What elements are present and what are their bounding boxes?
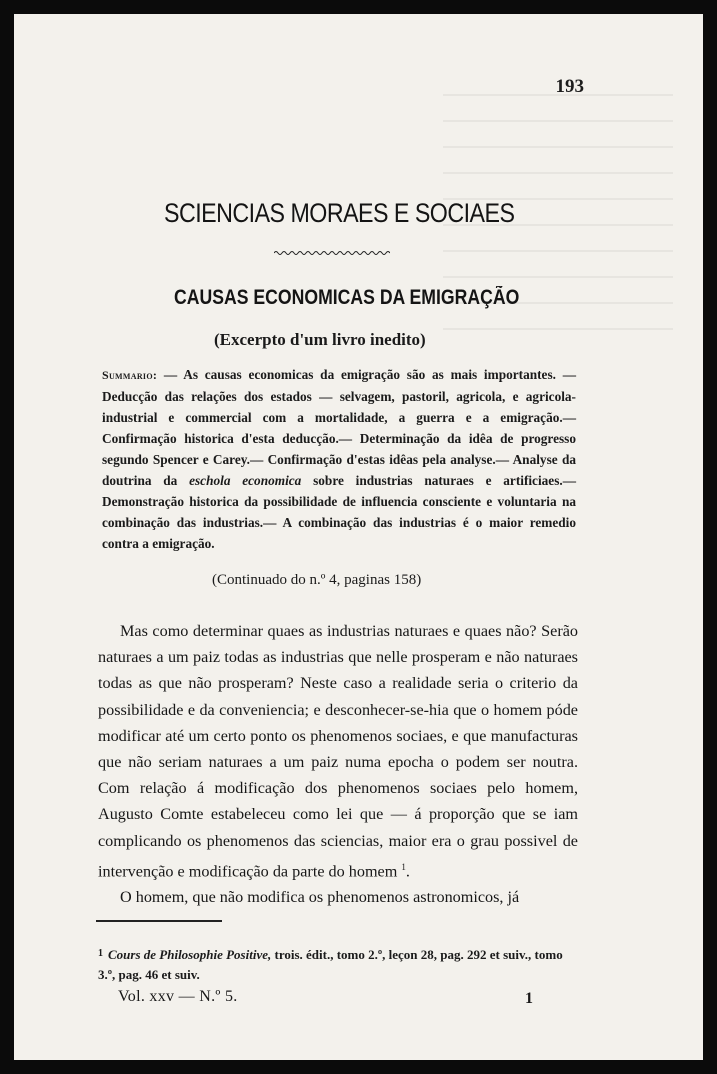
footnote-text: trois. édit., tomo 2.º, leçon 28, pag. 292 et suiv., tomo 3.º, pag. 46 et suiv. bbox=[98, 947, 563, 982]
continuation-note: (Continuado do n.º 4, paginas 158) bbox=[212, 572, 422, 588]
page-number: 193 bbox=[555, 76, 584, 97]
paragraph: O homem, que não modifica os phenomenos astronomicos, já bbox=[120, 888, 520, 907]
footnote-mark: 1 bbox=[98, 948, 103, 959]
body-text bbox=[98, 618, 578, 911]
article-subtitle: (Excerpto d'um livro inedito) bbox=[214, 330, 426, 349]
signature-mark: 1 bbox=[525, 990, 533, 1007]
summary-text: — As causas economicas da emigração são as mais importantes. — Deducção das relações dos estados — selvagem, pastoril, agricola, e agricola-industrial e commercial com a mortalidade, a guerra e a emigração.— Confirmação historica d'esta deducção.— Determinação da idêa de progresso segundo Spencer e Carey.— Confirmação d'estas idêas pela analyse.— Analyse da doutrina da bbox=[102, 367, 576, 488]
paragraph bbox=[98, 618, 578, 884]
article-title: CAUSAS ECONOMICAS DA EMIGRAÇÃO bbox=[174, 286, 520, 309]
summary-emphasis: eschola economica bbox=[189, 473, 302, 488]
book-page bbox=[14, 14, 703, 1060]
summary-label: Summario: bbox=[102, 368, 158, 382]
wavy-divider bbox=[274, 250, 390, 256]
footnote-title: Cours de Philosophie Positive, bbox=[108, 947, 272, 962]
paragraph-text: Mas como determinar quaes as industrias naturaes e quaes não? Serão naturaes a um paiz todas as industrias que nelle prosperam e não naturaes todas as que não prosperam? Neste caso a realidade seria o criterio da possibilidade e da conveniencia; e desconhecer-se-hia que o homem póde modificar até um certo ponto os phenomenos sociaes, e que manufacturas que não seriam naturaes a um paiz numa epocha o podem ser noutra. Com relação á modificação dos phenomenos sociaes pelo homem, Augusto Comte estabeleceu como lei que — á proporção que se iam complicando os phenomenos das sciencias, maior era o grau possivel de intervenção e modificação da parte do homem bbox=[98, 622, 578, 881]
footnote-reference: 1 bbox=[401, 861, 406, 872]
summary-text-end: sobre industrias naturaes e artificiaes.— Demonstração historica da possibilidade de influencia consciente e voluntaria na combinação das industrias.— A combinação das industrias é o maior remedio contra a emigração. bbox=[102, 473, 577, 551]
footnote-rule bbox=[96, 920, 222, 922]
section-title: SCIENCIAS MORAES E SOCIAES bbox=[164, 198, 515, 228]
footnote bbox=[98, 944, 568, 985]
summary-block bbox=[102, 364, 576, 554]
paragraph-end: . bbox=[405, 862, 410, 881]
volume-line: Vol. xxv — N.º 5. bbox=[118, 988, 238, 1005]
